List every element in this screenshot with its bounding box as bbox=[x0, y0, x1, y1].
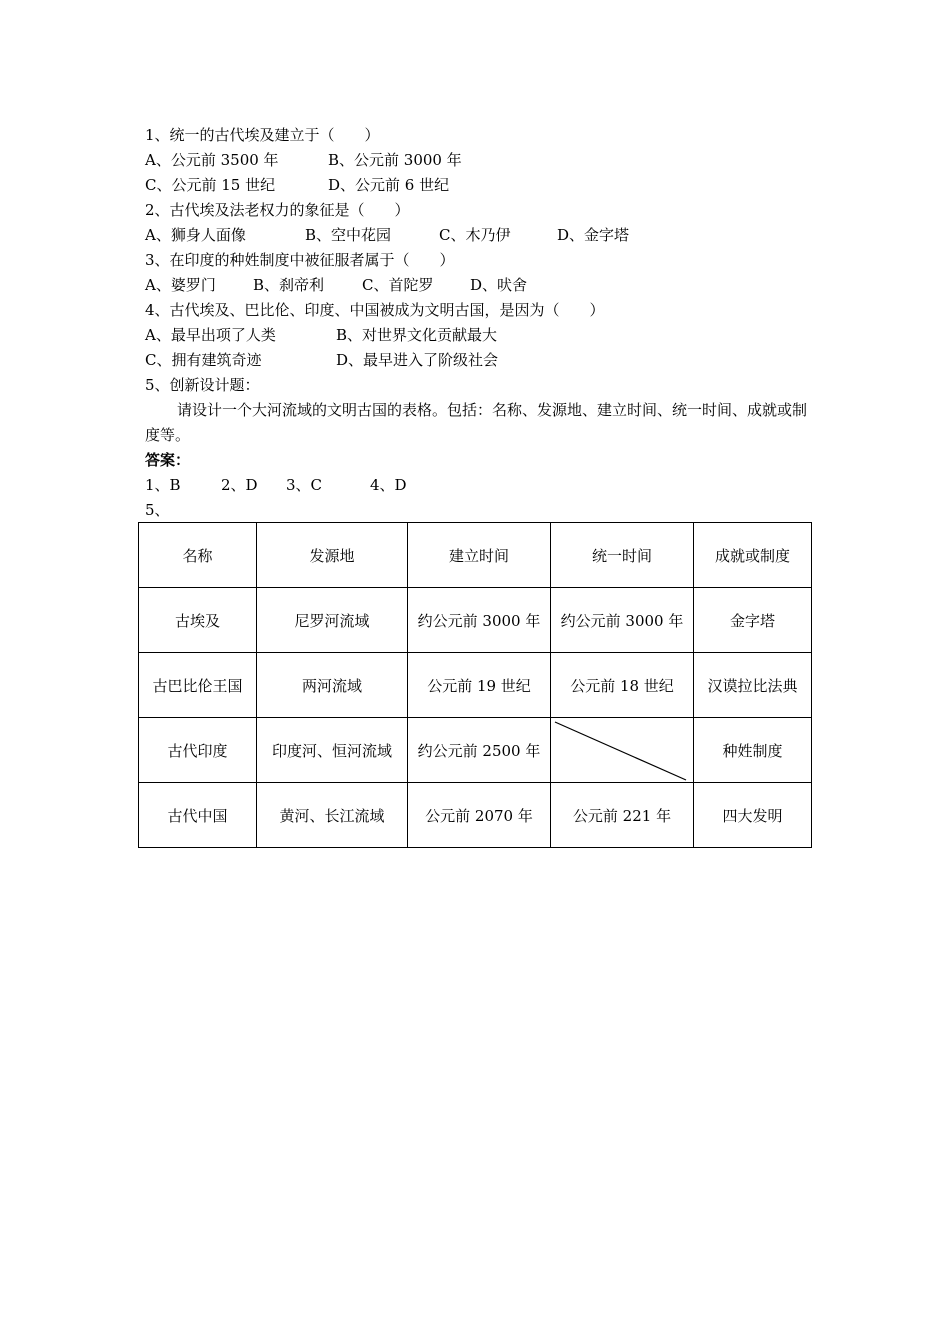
question-2-option-c: C、木乃伊 bbox=[439, 226, 511, 244]
table-cell: 公元前 18 世纪 bbox=[551, 653, 694, 718]
civilizations-table bbox=[138, 522, 812, 848]
answer-1: 1、B bbox=[145, 476, 181, 494]
question-1-options-row2 bbox=[145, 173, 805, 198]
table-cell: 印度河、恒河流域 bbox=[257, 718, 408, 783]
table-cell: 黄河、长江流域 bbox=[257, 783, 408, 848]
table-cell: 公元前 2070 年 bbox=[408, 783, 551, 848]
answer-4: 4、D bbox=[370, 476, 407, 494]
question-3-option-c: C、首陀罗 bbox=[362, 276, 434, 294]
question-4-option-a: A、最早出项了人类 bbox=[145, 326, 276, 344]
table-header-row bbox=[139, 523, 812, 588]
answers-heading: 答案： bbox=[145, 451, 191, 469]
table-cell: 两河流域 bbox=[257, 653, 408, 718]
table-cell: 古代印度 bbox=[139, 718, 257, 783]
question-2-options bbox=[145, 223, 805, 248]
table-cell: 四大发明 bbox=[694, 783, 812, 848]
question-3-option-b: B、刹帝利 bbox=[253, 276, 325, 294]
table-cell: 汉谟拉比法典 bbox=[694, 653, 812, 718]
question-2-option-b: B、空中花园 bbox=[305, 226, 392, 244]
table-cell: 古代中国 bbox=[139, 783, 257, 848]
table-cell-slashed bbox=[551, 718, 694, 783]
question-4-options-row2 bbox=[145, 348, 805, 373]
question-4-option-c: C、拥有建筑奇迹 bbox=[145, 351, 262, 369]
table-cell: 约公元前 3000 年 bbox=[408, 588, 551, 653]
table-cell: 约公元前 3000 年 bbox=[551, 588, 694, 653]
question-3-options bbox=[145, 273, 805, 298]
table-cell: 公元前 221 年 bbox=[551, 783, 694, 848]
question-4-option-b: B、对世界文化贡献最大 bbox=[336, 326, 498, 344]
header-name: 名称 bbox=[139, 523, 257, 588]
question-2-stem: 2、古代埃及法老权力的象征是（ ） bbox=[145, 201, 410, 219]
question-1-options-row1 bbox=[145, 148, 805, 173]
question-3-option-d: D、吠舍 bbox=[470, 276, 528, 294]
header-unified: 统一时间 bbox=[551, 523, 694, 588]
table-cell: 公元前 19 世纪 bbox=[408, 653, 551, 718]
answer-3: 3、C bbox=[286, 476, 323, 494]
table-cell: 种姓制度 bbox=[694, 718, 812, 783]
table-cell: 古巴比伦王国 bbox=[139, 653, 257, 718]
table-row bbox=[139, 653, 812, 718]
table-cell: 约公元前 2500 年 bbox=[408, 718, 551, 783]
answers-list bbox=[145, 473, 805, 498]
diagonal-slash-icon bbox=[551, 718, 693, 782]
question-5-body: 请设计一个大河流域的文明古国的表格。包括：名称、发源地、建立时间、统一时间、成就或制度等。 bbox=[145, 401, 808, 444]
table-cell: 尼罗河流域 bbox=[257, 588, 408, 653]
question-1-option-b: B、公元前 3000 年 bbox=[328, 151, 462, 169]
question-3-stem: 3、在印度的种姓制度中被征服者属于（ ） bbox=[145, 251, 455, 269]
question-5-stem: 5、创新设计题： bbox=[145, 376, 260, 394]
question-1-option-d: D、公元前 6 世纪 bbox=[328, 176, 450, 194]
question-4-options-row1 bbox=[145, 323, 805, 348]
question-2-option-d: D、金字塔 bbox=[557, 226, 630, 244]
question-2-option-a: A、狮身人面像 bbox=[145, 226, 246, 244]
header-founded: 建立时间 bbox=[408, 523, 551, 588]
table-row bbox=[139, 783, 812, 848]
question-1-option-a: A、公元前 3500 年 bbox=[145, 151, 279, 169]
header-achievement: 成就或制度 bbox=[694, 523, 812, 588]
table-cell: 古埃及 bbox=[139, 588, 257, 653]
header-origin: 发源地 bbox=[257, 523, 408, 588]
answer-5-label: 5、 bbox=[145, 501, 170, 519]
question-4-option-d: D、最早进入了阶级社会 bbox=[336, 351, 499, 369]
answer-2: 2、D bbox=[221, 476, 258, 494]
question-1-stem: 1、统一的古代埃及建立于（ ） bbox=[145, 126, 380, 144]
question-4-stem: 4、古代埃及、巴比伦、印度、中国被成为文明古国，是因为（ ） bbox=[145, 301, 605, 319]
table-cell: 金字塔 bbox=[694, 588, 812, 653]
table-row bbox=[139, 718, 812, 783]
table-row bbox=[139, 588, 812, 653]
question-1-option-c: C、公元前 15 世纪 bbox=[145, 176, 276, 194]
question-3-option-a: A、婆罗门 bbox=[145, 276, 216, 294]
